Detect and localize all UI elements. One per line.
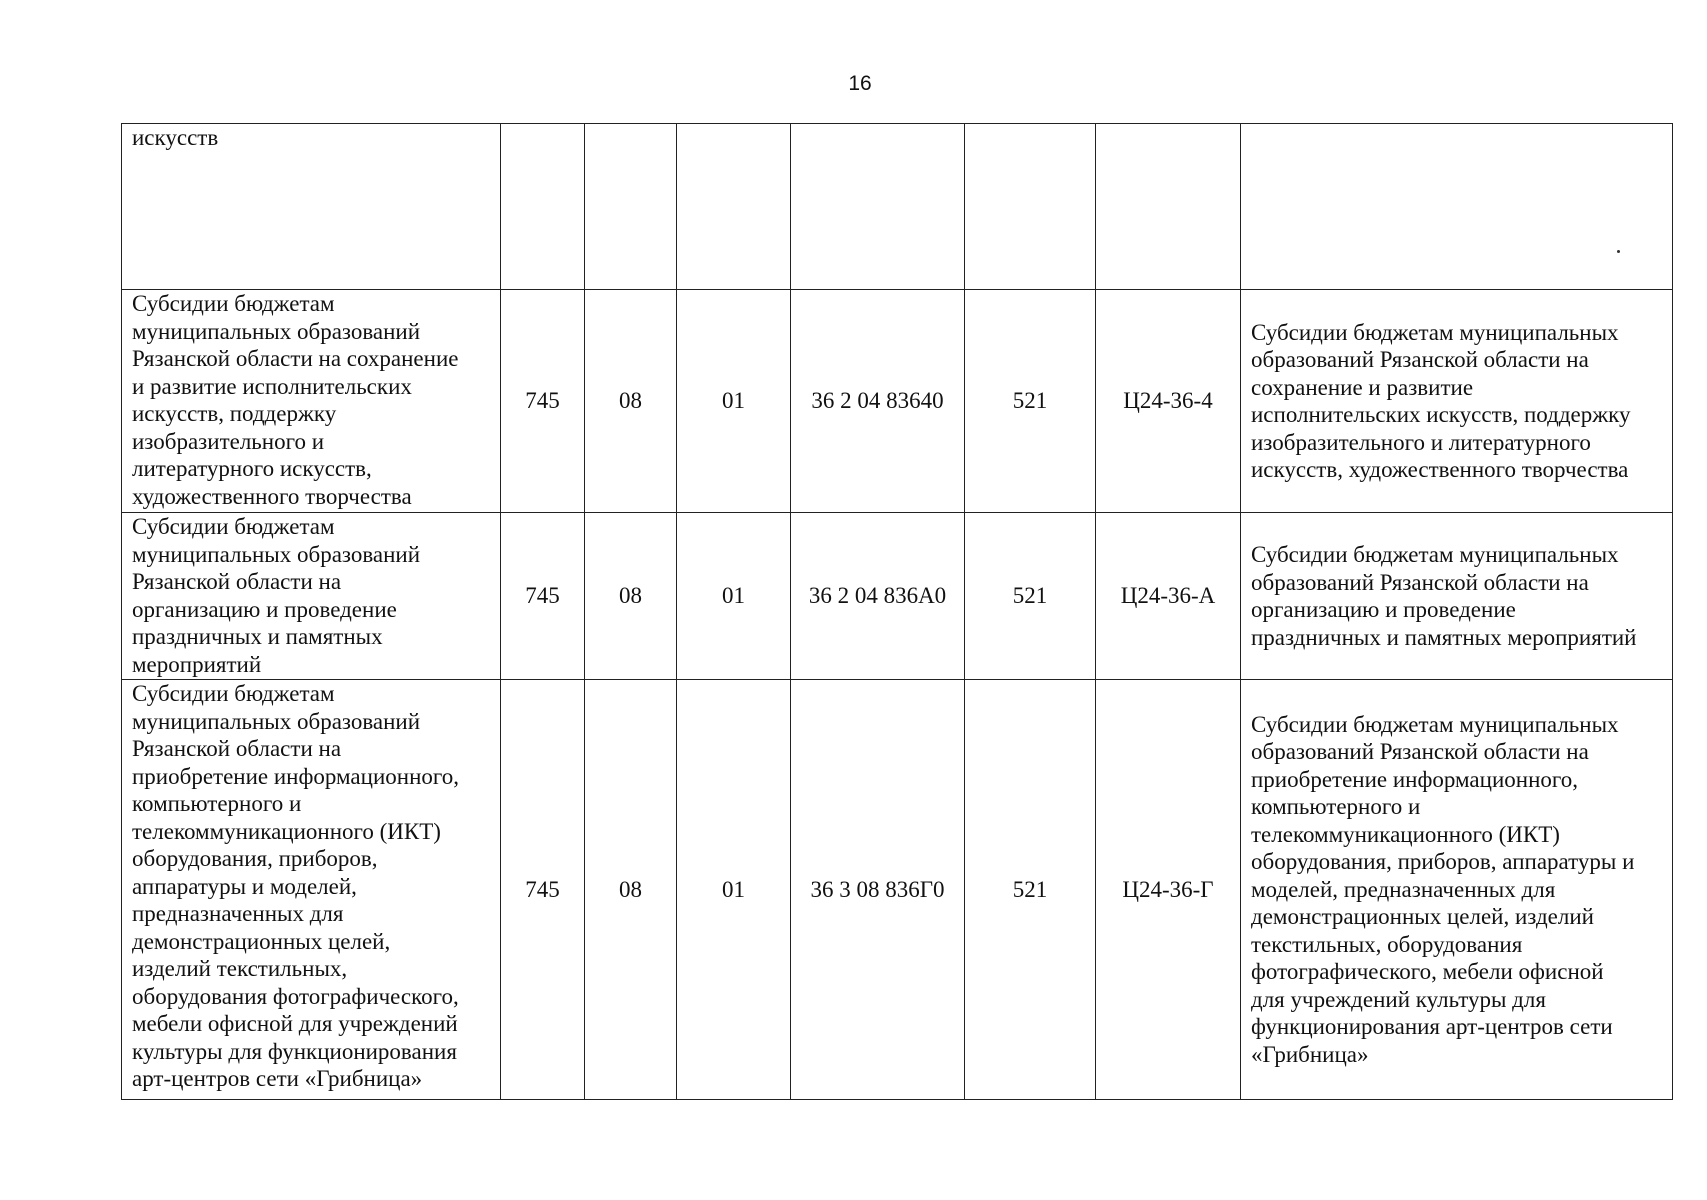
expense-name-line: Субсидии бюджетам (132, 291, 335, 316)
expense-type-cell: 521 (965, 290, 1096, 513)
description-line: демонстрационных целей, изделий (1251, 904, 1594, 930)
expense-name-line: и развитие исполнительских (132, 373, 412, 399)
description-cell (1241, 124, 1673, 290)
expense-name-line: культуры для функционирования (132, 1038, 457, 1064)
target-article-cell: 36 3 08 836Г0 (791, 680, 965, 1100)
expense-name-line: оборудования, приборов, (132, 846, 378, 871)
expense-name-line: оборудования фотографического, (132, 983, 459, 1009)
budget-classification-table (121, 123, 1673, 1100)
expense-name-line: Субсидии бюджетам (132, 514, 335, 539)
expense-name-line: праздничных и памятных (132, 624, 383, 649)
direction-code-cell (1096, 124, 1241, 290)
expense-name-line: Рязанской области на (132, 569, 342, 594)
subsection-code-cell: 01 (677, 290, 791, 513)
expense-name-cell (122, 680, 501, 1100)
description-line: телекоммуникационного (ИКТ) (1251, 821, 1560, 847)
expense-name-line: компьютерного и (132, 791, 302, 816)
expense-name-line: Рязанской области на сохранение (132, 346, 459, 371)
description-line: Субсидии бюджетам муниципальных (1251, 542, 1619, 567)
expense-name-line: муниципальных образований (132, 708, 421, 734)
description-line: текстильных, оборудования (1251, 931, 1523, 957)
expense-name-cell (122, 290, 501, 513)
ministry-code-cell: 745 (501, 513, 585, 680)
description-line: сохранение и развитие (1251, 374, 1474, 400)
subsection-code-cell: 01 (677, 680, 791, 1100)
table-row (122, 290, 1673, 513)
ministry-code-cell (501, 124, 585, 290)
expense-name-line: художественного творчества (132, 483, 412, 509)
expense-name-line: муниципальных образований (132, 541, 421, 567)
target-article-cell: 36 2 04 836A0 (791, 513, 965, 680)
expense-name-cell (122, 513, 501, 680)
description-line: оборудования, приборов, аппаратуры и (1251, 849, 1635, 875)
description-line: фотографического, мебели офисной (1251, 959, 1604, 985)
description-line: моделей, предназначенных для (1251, 876, 1556, 902)
expense-name-line: телекоммуникационного (ИКТ) (132, 818, 441, 844)
ministry-code-cell: 745 (501, 680, 585, 1100)
expense-name-line: организацию и проведение (132, 596, 397, 622)
expense-name-line: муниципальных образований (132, 318, 421, 344)
target-article-cell (791, 124, 965, 290)
expense-name-line: мероприятий (132, 651, 262, 677)
description-line: праздничных и памятных мероприятий (1251, 624, 1637, 650)
table-row (122, 513, 1673, 680)
description-line: исполнительских искусств, поддержку (1251, 402, 1631, 427)
subsection-code-cell: 01 (677, 513, 791, 680)
scan-speck (1617, 250, 1620, 253)
direction-code-cell: Ц24-36-Г (1096, 680, 1241, 1100)
description-line: образований Рязанской области на (1251, 739, 1589, 765)
section-code-cell: 08 (585, 680, 677, 1100)
expense-type-cell: 521 (965, 513, 1096, 680)
description-line: образований Рязанской области на (1251, 347, 1589, 372)
target-article-cell: 36 2 04 83640 (791, 290, 965, 513)
page-number: 16 (848, 72, 872, 95)
expense-name-line: арт-центров сети «Грибница» (132, 1066, 423, 1091)
direction-code-cell: Ц24-36-4 (1096, 290, 1241, 513)
description-cell (1241, 290, 1673, 513)
direction-code-cell: Ц24-36-А (1096, 513, 1241, 680)
expense-name-line: аппаратуры и моделей, (132, 873, 357, 899)
expense-name-line: искусств, поддержку (132, 401, 337, 426)
description-line: искусств, художественного творчества (1251, 457, 1629, 482)
table-row (122, 124, 1673, 290)
ministry-code-cell: 745 (501, 290, 585, 513)
expense-type-cell: 521 (965, 680, 1096, 1100)
description-line: Субсидии бюджетам муниципальных (1251, 711, 1619, 737)
expense-name-line: Субсидии бюджетам (132, 681, 335, 706)
expense-type-cell (965, 124, 1096, 290)
expense-name-line: изделий текстильных, (132, 956, 348, 981)
subsection-code-cell (677, 124, 791, 290)
description-line: изобразительного и литературного (1251, 429, 1591, 455)
section-code-cell: 08 (585, 513, 677, 680)
description-line: образований Рязанской области на (1251, 569, 1589, 595)
expense-name-cell (122, 124, 501, 290)
description-line: для учреждений культуры для (1251, 986, 1546, 1012)
table-row (122, 680, 1673, 1100)
description-line: приобретение информационного, (1251, 766, 1578, 792)
expense-name-line: приобретение информационного, (132, 763, 459, 789)
expense-name-line: изобразительного и (132, 428, 325, 454)
expense-name-line: предназначенных для (132, 901, 344, 926)
section-code-cell (585, 124, 677, 290)
expense-name-line: искусств (132, 125, 219, 150)
description-line: «Грибница» (1251, 1041, 1369, 1067)
description-line: организацию и проведение (1251, 597, 1516, 622)
expense-name-line: Рязанской области на (132, 736, 342, 761)
expense-name-line: мебели офисной для учреждений (132, 1011, 458, 1036)
description-cell (1241, 513, 1673, 680)
description-line: Субсидии бюджетам муниципальных (1251, 319, 1619, 345)
description-cell (1241, 680, 1673, 1100)
expense-name-line: литературного искусств, (132, 456, 372, 481)
description-line: функционирования арт-центров сети (1251, 1014, 1613, 1040)
description-line: компьютерного и (1251, 794, 1421, 820)
expense-name-line: демонстрационных целей, (132, 928, 391, 954)
section-code-cell: 08 (585, 290, 677, 513)
